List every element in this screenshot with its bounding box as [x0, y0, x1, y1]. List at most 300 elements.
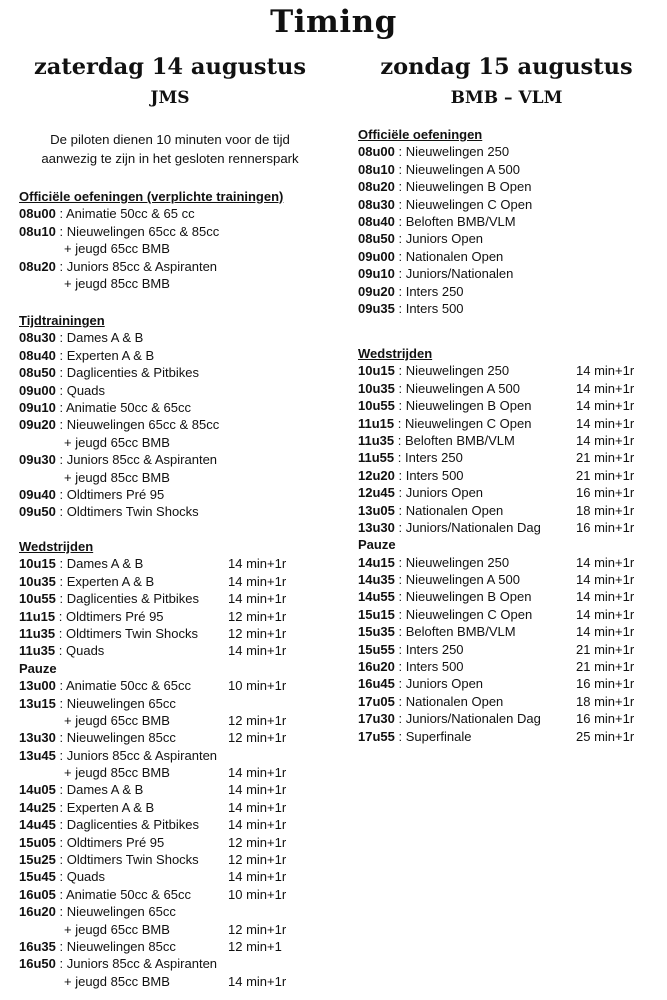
event-time: 08u00 — [358, 144, 395, 160]
time-separator: : — [55, 556, 67, 572]
sunday-day-heading: zondag 15 augustus — [380, 54, 633, 80]
event-name: Juniors 85cc & Aspiranten — [66, 258, 218, 274]
race-duration: 12 min+1r — [228, 730, 287, 746]
event-name: Nieuwelingen C Open — [405, 415, 532, 431]
time-separator: : — [55, 834, 67, 850]
event-name: Superfinale — [405, 728, 472, 744]
schedule-row — [358, 300, 532, 317]
time-separator: : — [394, 450, 405, 466]
race-duration: 14 min+1r — [228, 591, 287, 607]
time-separator: : — [55, 258, 67, 274]
schedule-row — [358, 265, 532, 282]
race-duration: 21 min+1r — [576, 467, 635, 483]
race-duration: 14 min+1r — [228, 556, 287, 572]
time-separator: : — [55, 782, 67, 798]
event-time: 16u05 — [19, 886, 56, 902]
event-time: 11u15 — [358, 415, 395, 431]
race-duration: 14 min+1r — [228, 973, 287, 989]
race-duration: 14 min+1r — [576, 415, 635, 431]
event-name: + jeugd 65cc BMB — [64, 712, 170, 728]
time-separator: : — [55, 938, 67, 954]
race-duration: 14 min+1r — [576, 554, 635, 570]
race-duration: 18 min+1r — [576, 693, 635, 709]
event-name: Juniors Open — [405, 676, 484, 692]
schedule-row — [358, 728, 635, 745]
time-separator: : — [55, 573, 67, 589]
time-separator: : — [394, 380, 406, 396]
schedule-row — [358, 623, 635, 640]
time-separator: : — [55, 747, 67, 763]
time-separator: : — [55, 486, 67, 502]
event-time: 11u35 — [19, 643, 56, 659]
race-duration: 16 min+1r — [576, 711, 635, 727]
schedule-row — [19, 851, 287, 868]
event-name: Juniors/Nationalen — [405, 266, 514, 282]
event-time: 17u55 — [358, 728, 395, 744]
event-time: 08u30 — [19, 330, 56, 346]
event-time: 15u25 — [19, 852, 56, 868]
time-separator: : — [55, 956, 67, 972]
schedule-row — [19, 258, 283, 275]
event-name: Daglicenties & Pitbikes — [66, 817, 199, 833]
event-name: Daglicenties & Pitbikes — [66, 591, 199, 607]
time-separator: : — [55, 852, 67, 868]
schedule-row-continuation — [19, 764, 287, 781]
event-time: 08u50 — [358, 231, 395, 247]
race-duration: 16 min+1r — [576, 676, 635, 692]
time-separator: : — [394, 728, 406, 744]
event-time: 14u15 — [358, 554, 395, 570]
time-separator: : — [55, 643, 66, 659]
event-time: 14u05 — [19, 782, 56, 798]
event-name: + jeugd 85cc BMB — [64, 765, 170, 781]
schedule-row — [358, 432, 635, 449]
event-name: Juniors 85cc & Aspiranten — [66, 747, 218, 763]
schedule-row — [19, 799, 287, 816]
race-duration: 12 min+1r — [228, 834, 287, 850]
time-separator: : — [394, 398, 406, 414]
time-separator: : — [394, 606, 406, 622]
schedule-row — [19, 642, 287, 659]
sunday-organizer: BMB – VLM — [450, 88, 563, 108]
race-duration: 10 min+1r — [228, 678, 287, 694]
schedule-row — [19, 955, 217, 972]
schedule-row — [19, 503, 219, 520]
schedule-row-continuation — [19, 275, 283, 292]
event-time: 09u10 — [19, 399, 56, 415]
time-separator: : — [55, 365, 67, 381]
event-time: 08u40 — [358, 213, 395, 229]
time-separator: : — [394, 213, 406, 229]
schedule-row — [19, 416, 219, 433]
schedule-row — [358, 606, 635, 623]
event-time: 15u05 — [19, 834, 56, 850]
event-time: 08u00 — [19, 206, 56, 222]
event-name: + jeugd 85cc BMB — [64, 973, 170, 989]
event-name: Dames A & B — [66, 782, 144, 798]
schedule-row — [19, 382, 219, 399]
race-duration: 21 min+1r — [576, 641, 635, 657]
race-duration: 14 min+1r — [576, 380, 635, 396]
time-separator: : — [394, 676, 406, 692]
event-time: 10u15 — [19, 556, 56, 572]
event-name: Inters 500 — [405, 300, 464, 316]
event-time: 16u20 — [358, 659, 395, 675]
event-name: Inters 500 — [405, 467, 464, 483]
time-separator: : — [394, 266, 406, 282]
event-name: Nationalen Open — [405, 248, 504, 264]
time-separator: : — [55, 347, 67, 363]
event-time: 16u50 — [19, 956, 56, 972]
schedule-row — [19, 451, 219, 468]
section-title: Officiële oefeningen — [358, 127, 483, 142]
schedule-row-continuation — [19, 712, 287, 729]
event-time: 10u35 — [358, 380, 395, 396]
time-separator: : — [394, 572, 406, 588]
event-name: Nieuwelingen B Open — [405, 179, 532, 195]
race-duration: 12 min+1r — [228, 852, 287, 868]
schedule-row — [19, 729, 287, 746]
event-name: Daglicenties & Pitbikes — [66, 365, 199, 381]
event-name: + jeugd 65cc BMB — [64, 434, 170, 450]
event-name: Nieuwelingen B Open — [405, 589, 532, 605]
schedule-row — [358, 143, 532, 160]
race-duration: 14 min+1r — [228, 817, 287, 833]
schedule-row — [19, 223, 283, 240]
time-separator: : — [394, 589, 406, 605]
time-separator: : — [55, 504, 67, 520]
rider-notice-line-1: De piloten dienen 10 minuten voor de tijd — [50, 132, 290, 147]
schedule-row — [19, 938, 282, 955]
race-duration: 16 min+1r — [576, 485, 635, 501]
event-name: Inters 250 — [405, 641, 464, 657]
event-name: Juniors Open — [405, 231, 484, 247]
event-name: Quads — [66, 643, 105, 659]
time-separator: : — [394, 519, 406, 535]
schedule-row — [358, 380, 635, 397]
time-separator: : — [394, 502, 406, 518]
time-separator: : — [55, 223, 67, 239]
event-time: 08u20 — [19, 258, 56, 274]
time-separator: : — [394, 363, 406, 379]
schedule-row — [358, 213, 532, 230]
event-name: Nationalen Open — [405, 693, 504, 709]
time-separator: : — [55, 678, 66, 694]
time-separator: : — [394, 432, 405, 448]
time-separator: : — [394, 659, 406, 675]
event-time: 16u20 — [19, 904, 56, 920]
time-separator: : — [55, 886, 66, 902]
schedule-row — [19, 747, 217, 764]
event-time: 10u55 — [358, 398, 395, 414]
time-separator: : — [55, 382, 67, 398]
schedule-row — [19, 329, 219, 346]
event-name: Nationalen Open — [405, 502, 504, 518]
race-duration: 14 min+1r — [576, 432, 635, 448]
race-duration: 14 min+1r — [576, 589, 635, 605]
schedule-row — [19, 486, 219, 503]
event-time: 09u00 — [358, 248, 395, 264]
event-time: 14u35 — [358, 572, 395, 588]
event-name: Inters 250 — [405, 450, 463, 466]
event-name: + jeugd 85cc BMB — [64, 275, 170, 291]
schedule-row-continuation — [19, 434, 219, 451]
schedule-row — [358, 502, 635, 519]
event-time: 16u35 — [19, 938, 56, 954]
schedule-row — [358, 449, 635, 466]
schedule-row — [358, 571, 635, 588]
event-name: Nieuwelingen 65cc — [66, 904, 176, 920]
event-name: Experten A & B — [66, 347, 155, 363]
event-name: Beloften BMB/VLM — [405, 624, 516, 640]
event-time: 15u55 — [358, 641, 395, 657]
schedule-row — [19, 903, 217, 920]
time-separator: : — [394, 144, 406, 160]
schedule-row — [19, 608, 287, 625]
event-time: 13u00 — [19, 678, 56, 694]
event-name: Nieuwelingen 85cc — [66, 938, 176, 954]
time-separator: : — [394, 283, 406, 299]
section-title: Tijdtrainingen — [19, 313, 105, 328]
event-name: Juniors/Nationalen Dag — [405, 519, 541, 535]
event-time: 09u20 — [19, 417, 56, 433]
time-separator: : — [394, 693, 406, 709]
event-name: Nieuwelingen A 500 — [405, 380, 520, 396]
event-name: Nieuwelingen 65cc & 85cc — [66, 223, 220, 239]
race-duration: 12 min+1r — [228, 625, 287, 641]
event-name: Quads — [66, 382, 106, 398]
event-name: Animatie 50cc & 65cc — [66, 886, 192, 902]
event-name: + jeugd 85cc BMB — [64, 469, 170, 485]
event-time: 15u35 — [358, 624, 395, 640]
schedule-row-continuation — [19, 973, 287, 990]
event-time: 11u35 — [19, 625, 56, 641]
race-duration: 16 min+1r — [576, 519, 635, 535]
schedule-row — [19, 347, 219, 364]
event-time: 08u30 — [358, 196, 395, 212]
schedule-row-continuation — [19, 921, 287, 938]
time-separator: : — [55, 730, 67, 746]
event-time: 09u10 — [358, 266, 395, 282]
race-duration: 12 min+1r — [228, 921, 287, 937]
time-separator: : — [55, 869, 67, 885]
schedule-row — [358, 641, 635, 658]
saturday-organizer: JMS — [150, 88, 190, 108]
schedule-row — [358, 519, 635, 536]
schedule-row — [358, 248, 532, 265]
schedule-row — [19, 399, 219, 416]
event-time: 08u20 — [358, 179, 395, 195]
event-name: Beloften BMB/VLM — [405, 432, 515, 448]
rider-notice-line-2: aanwezig te zijn in het gesloten rennerspark — [41, 150, 299, 166]
time-separator: : — [394, 231, 406, 247]
schedule-row — [19, 834, 287, 851]
time-separator: : — [55, 206, 66, 222]
rider-notice — [0, 131, 340, 168]
event-time: 12u45 — [358, 485, 395, 501]
event-time: 16u45 — [358, 676, 395, 692]
schedule-row — [358, 467, 635, 484]
race-duration: 14 min+1r — [228, 643, 287, 659]
schedule-row — [358, 588, 635, 605]
event-time: 13u45 — [19, 747, 56, 763]
race-duration: 12 min+1r — [228, 712, 287, 728]
event-name: Oldtimers Twin Shocks — [66, 625, 198, 641]
event-name: Oldtimers Pré 95 — [66, 486, 165, 502]
event-name: Oldtimers Pré 95 — [66, 834, 165, 850]
event-time: 09u20 — [358, 283, 395, 299]
pause-row: Pauze — [358, 537, 396, 553]
time-separator: : — [394, 554, 406, 570]
race-duration: 14 min+1r — [576, 363, 635, 379]
race-duration: 14 min+1r — [228, 573, 287, 589]
event-name: Nieuwelingen A 500 — [405, 161, 520, 177]
time-separator: : — [394, 467, 406, 483]
schedule-row — [358, 710, 635, 727]
event-name: Quads — [66, 869, 106, 885]
event-time: 15u15 — [358, 606, 395, 622]
event-time: 13u05 — [358, 502, 395, 518]
event-time: 08u50 — [19, 365, 56, 381]
schedule-row — [19, 886, 287, 903]
event-time: 10u55 — [19, 591, 56, 607]
race-duration: 14 min+1r — [228, 869, 287, 885]
event-name: Juniors/Nationalen Dag — [405, 711, 541, 727]
section-title: Officiële oefeningen (verplichte trainingen) — [19, 189, 284, 204]
time-separator: : — [55, 608, 66, 624]
event-name: Juniors 85cc & Aspiranten — [66, 452, 218, 468]
schedule-row — [358, 178, 532, 195]
event-time: 17u05 — [358, 693, 395, 709]
event-time: 13u30 — [358, 519, 395, 535]
event-time: 09u35 — [358, 300, 395, 316]
event-time: 08u40 — [19, 347, 56, 363]
time-separator: : — [394, 415, 405, 431]
event-name: Dames A & B — [66, 330, 144, 346]
event-time: 17u30 — [358, 711, 395, 727]
race-duration: 14 min+1r — [576, 624, 635, 640]
event-name: Oldtimers Twin Shocks — [66, 504, 199, 520]
page-title: Timing — [270, 4, 397, 40]
time-separator: : — [55, 904, 67, 920]
event-time: 10u15 — [358, 363, 395, 379]
schedule-row — [358, 658, 635, 675]
time-separator: : — [394, 196, 406, 212]
time-separator: : — [394, 248, 406, 264]
time-separator: : — [55, 799, 67, 815]
time-separator: : — [55, 625, 66, 641]
schedule-row — [358, 675, 635, 692]
event-name: Dames A & B — [66, 556, 144, 572]
event-time: 09u50 — [19, 504, 56, 520]
time-separator: : — [55, 452, 67, 468]
race-duration: 14 min+1r — [228, 799, 287, 815]
event-name: Nieuwelingen 65cc & 85cc — [66, 417, 220, 433]
schedule-row — [358, 415, 635, 432]
sunday-practice-section — [358, 126, 532, 317]
pause-row: Pauze — [19, 660, 57, 676]
schedule-row — [19, 781, 287, 798]
event-time: 08u10 — [19, 223, 56, 239]
time-separator: : — [394, 624, 406, 640]
event-time: 14u25 — [19, 799, 56, 815]
schedule-row — [358, 693, 635, 710]
event-name: Oldtimers Pré 95 — [66, 608, 164, 624]
race-duration: 14 min+1r — [228, 782, 287, 798]
schedule-row — [19, 816, 287, 833]
event-name: Nieuwelingen 250 — [405, 363, 510, 379]
schedule-row — [19, 364, 219, 381]
time-separator: : — [55, 417, 67, 433]
race-duration: 21 min+1r — [576, 659, 635, 675]
event-time: 09u40 — [19, 486, 56, 502]
event-name: Nieuwelingen 250 — [405, 144, 510, 160]
schedule-row — [358, 554, 635, 571]
schedule-row — [358, 484, 635, 501]
event-time: 10u35 — [19, 573, 56, 589]
event-name: Animatie 50cc & 65cc — [66, 399, 192, 415]
schedule-row — [358, 397, 635, 414]
schedule-row — [358, 161, 532, 178]
schedule-row — [358, 230, 532, 247]
event-name: Nieuwelingen 250 — [405, 554, 510, 570]
event-time: 13u30 — [19, 730, 56, 746]
event-name: Experten A & B — [66, 799, 155, 815]
event-name: Nieuwelingen 65cc — [66, 695, 176, 711]
schedule-row — [19, 695, 217, 712]
time-separator: : — [55, 330, 67, 346]
event-time: 09u00 — [19, 382, 56, 398]
schedule-row-continuation — [19, 240, 283, 257]
time-separator: : — [394, 711, 406, 727]
sunday-races-section — [358, 345, 635, 745]
event-name: + jeugd 65cc BMB — [64, 241, 170, 257]
event-name: Beloften BMB/VLM — [405, 213, 516, 229]
event-name: Nieuwelingen C Open — [405, 606, 533, 622]
event-time: 08u10 — [358, 161, 395, 177]
section-title: Wedstrijden — [19, 539, 94, 554]
schedule-row — [358, 362, 635, 379]
schedule-row — [19, 868, 287, 885]
saturday-timed-section — [19, 312, 219, 521]
event-time: 11u55 — [358, 450, 395, 466]
event-time: 13u15 — [19, 695, 56, 711]
schedule-row — [19, 677, 287, 694]
race-duration: 12 min+1 — [228, 938, 282, 954]
event-name: Inters 500 — [405, 659, 464, 675]
schedule-row — [19, 590, 287, 607]
event-name: Inters 250 — [405, 283, 464, 299]
event-time: 11u15 — [19, 608, 56, 624]
event-time: 11u35 — [358, 432, 395, 448]
schedule-row — [358, 283, 532, 300]
event-name: Juniors Open — [405, 485, 484, 501]
event-name: Animatie 50cc & 65 cc — [66, 206, 195, 222]
race-duration: 14 min+1r — [576, 606, 635, 622]
time-separator: : — [55, 591, 67, 607]
saturday-day-heading: zaterdag 14 augustus — [33, 54, 307, 80]
saturday-practice-section — [19, 188, 283, 292]
event-name: Oldtimers Twin Shocks — [66, 852, 199, 868]
race-duration: 12 min+1r — [228, 608, 287, 624]
time-separator: : — [55, 695, 67, 711]
time-separator: : — [55, 399, 66, 415]
event-time: 09u30 — [19, 452, 56, 468]
time-separator: : — [394, 641, 406, 657]
schedule-row — [19, 573, 287, 590]
event-time: 14u55 — [358, 589, 395, 605]
saturday-races-section — [19, 538, 287, 990]
